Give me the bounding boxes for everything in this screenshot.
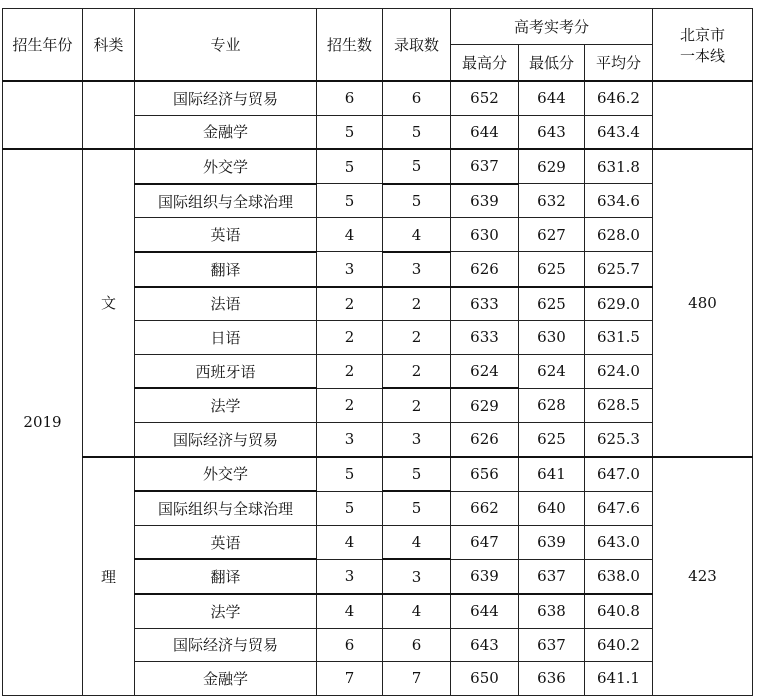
max-cell: 639: [451, 559, 519, 594]
avg-cell: 628.0: [585, 218, 653, 252]
admitted-cell: 6: [383, 628, 451, 662]
avg-cell: 625.7: [585, 252, 653, 287]
header-major: 专业: [135, 9, 317, 82]
admitted-cell: 3: [383, 422, 451, 456]
min-cell: 630: [519, 321, 585, 355]
avg-cell: 628.5: [585, 388, 653, 422]
max-cell: 644: [451, 115, 519, 149]
max-cell: 626: [451, 422, 519, 456]
admitted-cell: 5: [383, 115, 451, 149]
max-cell: 624: [451, 354, 519, 388]
min-cell: 628: [519, 388, 585, 422]
avg-cell: 640.8: [585, 594, 653, 628]
major-cell: 国际组织与全球治理: [135, 491, 317, 525]
header-enroll-plan: 招生数: [317, 9, 383, 82]
plan-cell: 5: [317, 149, 383, 184]
min-cell: 637: [519, 628, 585, 662]
min-cell: 638: [519, 594, 585, 628]
major-cell: 日语: [135, 321, 317, 355]
admitted-cell: 5: [383, 149, 451, 184]
major-cell: 法语: [135, 287, 317, 321]
major-cell: 外交学: [135, 457, 317, 492]
avg-cell: 631.8: [585, 149, 653, 184]
avg-cell: 638.0: [585, 559, 653, 594]
category-cell-li: 理: [83, 457, 135, 696]
table-row: [3, 81, 753, 115]
major-cell: 金融学: [135, 662, 317, 696]
admitted-cell: 6: [383, 81, 451, 115]
header-tier-line-bottom: 一本线: [679, 46, 725, 65]
max-cell: 629: [451, 388, 519, 422]
header-score-group: 高考实考分: [451, 9, 653, 45]
min-cell: 627: [519, 218, 585, 252]
header-tier-line: [653, 9, 753, 82]
header-tier-line-top: 北京市: [679, 25, 725, 44]
line-cell-empty: [653, 81, 753, 149]
plan-cell: 2: [317, 388, 383, 422]
plan-cell: 2: [317, 287, 383, 321]
admitted-cell: 5: [383, 491, 451, 525]
min-cell: 632: [519, 184, 585, 218]
admission-table: [2, 8, 753, 696]
major-cell: 英语: [135, 218, 317, 252]
major-cell: 国际经济与贸易: [135, 422, 317, 456]
max-cell: 633: [451, 321, 519, 355]
max-cell: 656: [451, 457, 519, 492]
admitted-cell: 2: [383, 388, 451, 422]
header-year: 招生年份: [3, 9, 83, 82]
admitted-cell: 7: [383, 662, 451, 696]
admitted-cell: 4: [383, 525, 451, 559]
major-cell: 英语: [135, 525, 317, 559]
max-cell: 652: [451, 81, 519, 115]
table-row: [3, 457, 753, 492]
header-admitted: 录取数: [383, 9, 451, 82]
min-cell: 643: [519, 115, 585, 149]
category-cell-wen: 文: [83, 149, 135, 456]
max-cell: 626: [451, 252, 519, 287]
admitted-cell: 2: [383, 321, 451, 355]
avg-cell: 643.0: [585, 525, 653, 559]
avg-cell: 647.0: [585, 457, 653, 492]
min-cell: 625: [519, 252, 585, 287]
plan-cell: 7: [317, 662, 383, 696]
admitted-cell: 4: [383, 218, 451, 252]
major-cell: 翻译: [135, 252, 317, 287]
plan-cell: 3: [317, 422, 383, 456]
plan-cell: 6: [317, 81, 383, 115]
line-cell-wen: 480: [653, 149, 753, 456]
min-cell: 641: [519, 457, 585, 492]
min-cell: 639: [519, 525, 585, 559]
avg-cell: 643.4: [585, 115, 653, 149]
max-cell: 639: [451, 184, 519, 218]
avg-cell: 640.2: [585, 628, 653, 662]
avg-cell: 624.0: [585, 354, 653, 388]
major-cell: 法学: [135, 388, 317, 422]
major-cell: 翻译: [135, 559, 317, 594]
category-cell-empty: [83, 81, 135, 149]
plan-cell: 2: [317, 321, 383, 355]
plan-cell: 4: [317, 525, 383, 559]
header-avg: 平均分: [585, 45, 653, 82]
header-max: 最高分: [451, 45, 519, 82]
min-cell: 637: [519, 559, 585, 594]
max-cell: 662: [451, 491, 519, 525]
min-cell: 640: [519, 491, 585, 525]
plan-cell: 5: [317, 457, 383, 492]
avg-cell: 631.5: [585, 321, 653, 355]
plan-cell: 2: [317, 354, 383, 388]
major-cell: 国际经济与贸易: [135, 81, 317, 115]
major-cell: 金融学: [135, 115, 317, 149]
admitted-cell: 4: [383, 594, 451, 628]
max-cell: 644: [451, 594, 519, 628]
admitted-cell: 3: [383, 252, 451, 287]
min-cell: 625: [519, 287, 585, 321]
admitted-cell: 5: [383, 457, 451, 492]
avg-cell: 625.3: [585, 422, 653, 456]
line-cell-li: 423: [653, 457, 753, 696]
major-cell: 法学: [135, 594, 317, 628]
header-min: 最低分: [519, 45, 585, 82]
max-cell: 637: [451, 149, 519, 184]
year-cell: 2019: [3, 149, 83, 695]
avg-cell: 647.6: [585, 491, 653, 525]
major-cell: 国际经济与贸易: [135, 628, 317, 662]
admitted-cell: 2: [383, 287, 451, 321]
avg-cell: 629.0: [585, 287, 653, 321]
avg-cell: 634.6: [585, 184, 653, 218]
plan-cell: 3: [317, 252, 383, 287]
max-cell: 633: [451, 287, 519, 321]
major-cell: 外交学: [135, 149, 317, 184]
plan-cell: 5: [317, 184, 383, 218]
min-cell: 636: [519, 662, 585, 696]
min-cell: 625: [519, 422, 585, 456]
admitted-cell: 3: [383, 559, 451, 594]
plan-cell: 4: [317, 594, 383, 628]
plan-cell: 3: [317, 559, 383, 594]
min-cell: 644: [519, 81, 585, 115]
plan-cell: 6: [317, 628, 383, 662]
max-cell: 630: [451, 218, 519, 252]
avg-cell: 641.1: [585, 662, 653, 696]
plan-cell: 5: [317, 491, 383, 525]
admitted-cell: 2: [383, 354, 451, 388]
plan-cell: 4: [317, 218, 383, 252]
min-cell: 624: [519, 354, 585, 388]
major-cell: 国际组织与全球治理: [135, 184, 317, 218]
header-category: 科类: [83, 9, 135, 82]
max-cell: 650: [451, 662, 519, 696]
admitted-cell: 5: [383, 184, 451, 218]
min-cell: 629: [519, 149, 585, 184]
plan-cell: 5: [317, 115, 383, 149]
max-cell: 647: [451, 525, 519, 559]
max-cell: 643: [451, 628, 519, 662]
year-cell-empty: [3, 81, 83, 149]
major-cell: 西班牙语: [135, 354, 317, 388]
avg-cell: 646.2: [585, 81, 653, 115]
table-row: [3, 149, 753, 184]
